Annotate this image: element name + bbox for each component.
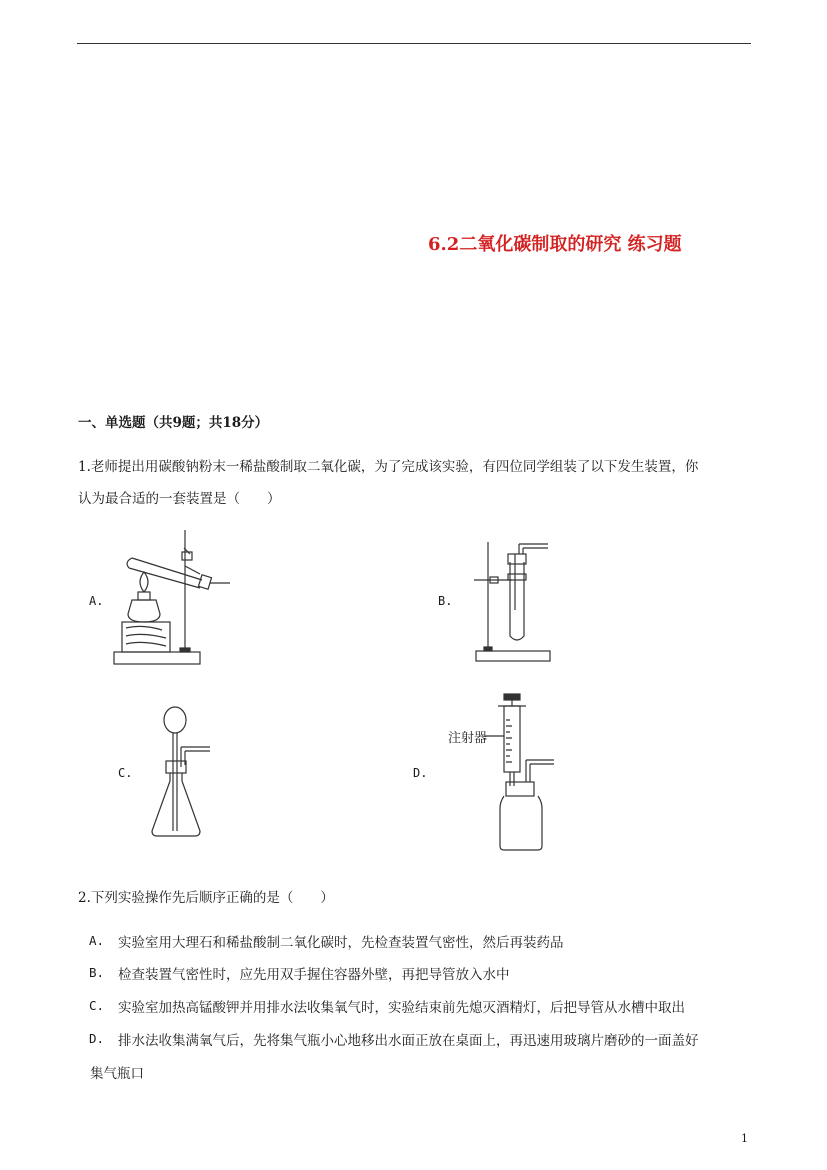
page-number: 1	[741, 1132, 748, 1145]
document-title: 6.2二氧化碳制取的研究 练习题	[428, 234, 682, 255]
apparatus-a-figure	[112, 528, 237, 668]
q2-option-a-letter[interactable]: A.	[89, 933, 105, 948]
section-heading: 一、单选题（共9题；共18分）	[78, 415, 269, 431]
syringe-label: 注射器	[448, 731, 488, 746]
q2-option-a-text[interactable]: 实验室用大理石和稀盐酸制二氧化碳时，先检查装置气密性，然后再装药品	[118, 935, 564, 951]
q2-option-c-text[interactable]: 实验室加热高锰酸钾并用排水法收集氧气时，实验结束前先熄灭酒精灯，后把导管从水槽中取出	[118, 1000, 685, 1016]
q2-text: 2.下列实验操作先后顺序正确的是（ ）	[78, 890, 334, 906]
q1-text-line2: 认为最合适的一套装置是（ ）	[78, 491, 281, 507]
apparatus-d-figure	[490, 690, 560, 855]
q1-option-d-label[interactable]: D.	[413, 766, 428, 780]
q1-text-line1: 1.老师提出用碳酸钠粉末一稀盐酸制取二氧化碳，为了完成该实验，有四位同学组装了以下发生装置，你	[78, 459, 699, 475]
q2-option-d-text[interactable]: 排水法收集满氧气后，先将集气瓶小心地移出水面正放在桌面上，再迅速用玻璃片磨砂的一面盖好	[118, 1033, 699, 1049]
q1-option-a-label[interactable]: A.	[89, 594, 104, 608]
q1-option-b-label[interactable]: B.	[438, 594, 453, 608]
apparatus-c-figure	[148, 705, 213, 840]
apparatus-b-figure	[472, 540, 554, 665]
q2-option-d-text-cont[interactable]: 集气瓶口	[90, 1066, 144, 1082]
q2-option-b-letter[interactable]: B.	[89, 965, 105, 980]
q2-option-c-letter[interactable]: C.	[89, 998, 105, 1013]
q1-option-c-label[interactable]: C.	[118, 766, 133, 780]
header-rule	[77, 43, 751, 44]
q2-option-b-text[interactable]: 检查装置气密性时，应先用双手握住容器外壁，再把导管放入水中	[118, 967, 510, 983]
q2-option-d-letter[interactable]: D.	[89, 1031, 105, 1046]
